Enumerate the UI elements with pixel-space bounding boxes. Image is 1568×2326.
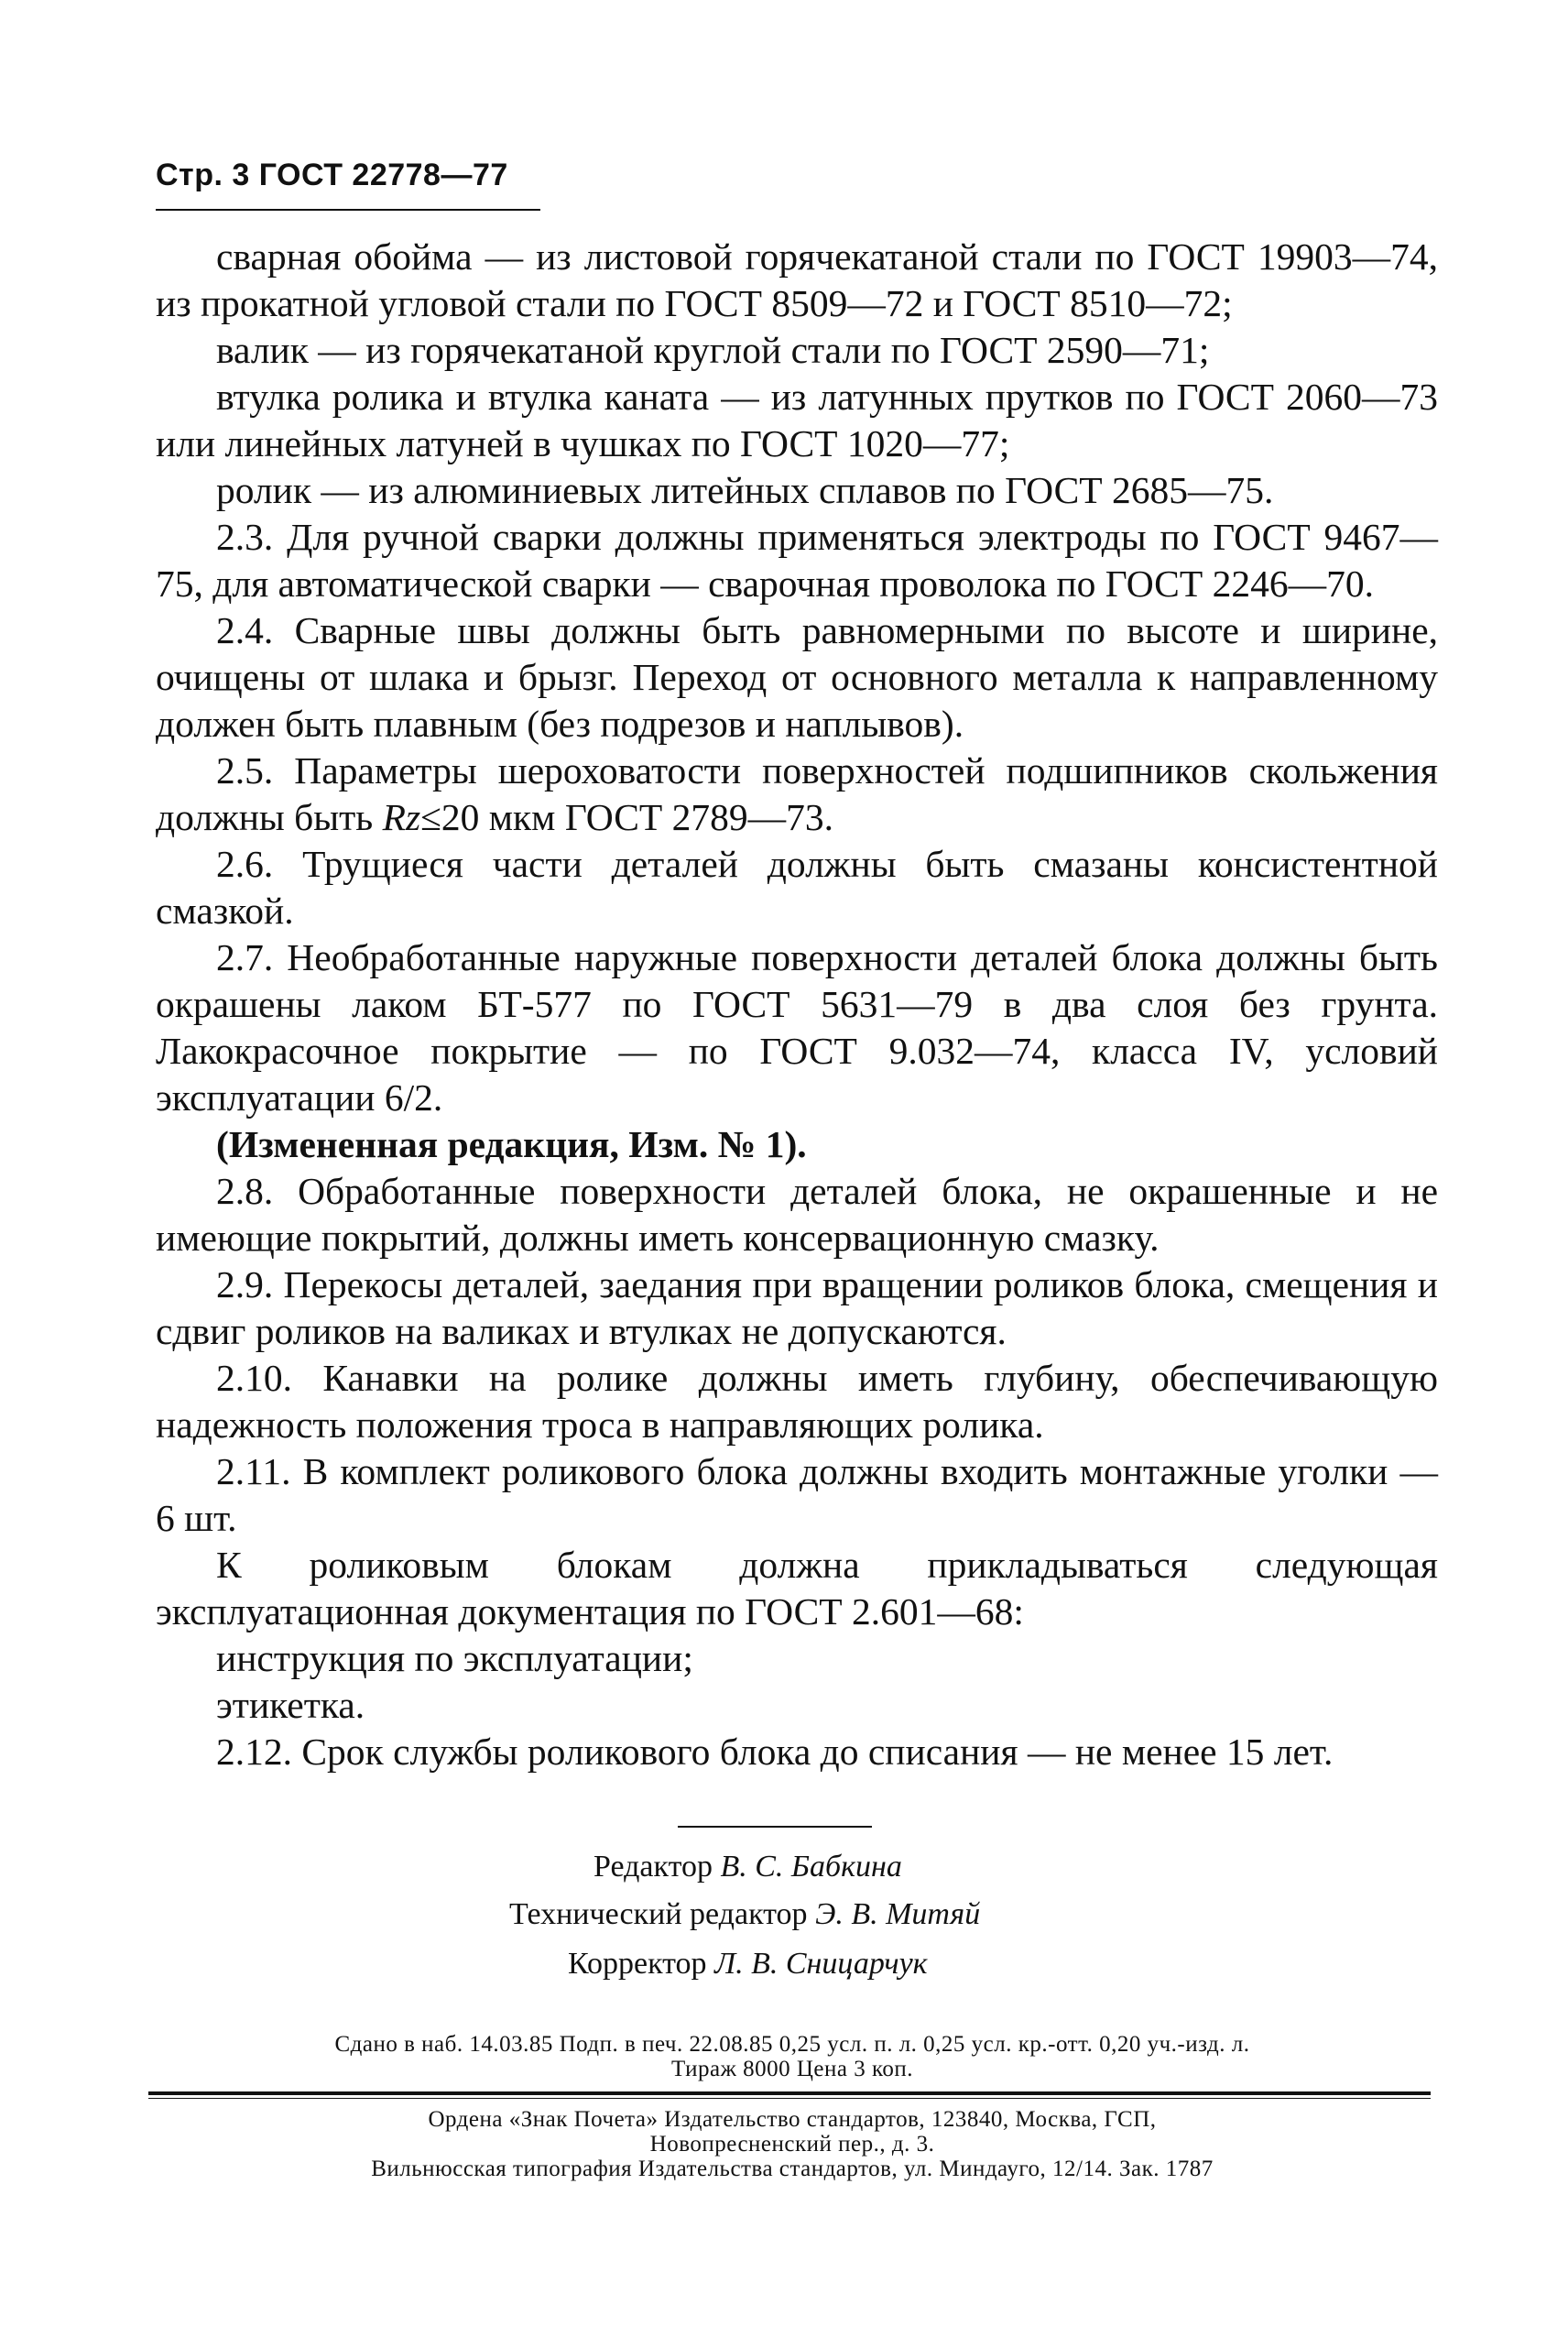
signature-editor: [593, 1849, 902, 1885]
paragraph-2-4: 2.4. Сварные швы должны быть равномерными по высоте и ширине, очищены от шлака и брызг. Переход от основного металла к направленному должен быть плавным (без подрезов и наплывов).: [156, 609, 1438, 745]
imprint-line: Тираж 8000 Цена 3 коп.: [670, 2057, 914, 2081]
signature-name: В. С. Бабкина: [720, 1850, 902, 1884]
signature-rule: [678, 1826, 872, 1828]
signature-role: Редактор: [593, 1850, 713, 1884]
signature-tech-editor: [509, 1896, 980, 1933]
paragraph-2-9: 2.9. Перекосы деталей, заедания при вращении роликов блока, смещения и сдвиг роликов на валиках и втулках не допускаются.: [156, 1263, 1438, 1352]
paragraph-2-3: 2.3. Для ручной сварки должны применяться электроды по ГОСТ 9467—75, для автоматической сварки — сварочная проволока по ГОСТ 2246—70.: [156, 516, 1438, 605]
paragraph: сварная обойма — из листовой горячекатаной стали по ГОСТ 19903—74, из прокатной угловой стали по ГОСТ 8509—72 и ГОСТ 8510—72;: [156, 235, 1438, 324]
imprint-line: Ордена «Знак Почета» Издательство стандартов, 123840, Москва, ГСП,: [428, 2107, 1157, 2132]
imprint-line: Сдано в наб. 14.03.85 Подп. в печ. 22.08.85 0,25 усл. п. л. 0,25 усл. кр.-отт. 0,20 уч.-изд. л.: [334, 2032, 1250, 2057]
imprint-rule: [148, 2098, 1431, 2099]
signature-role: Корректор: [568, 1947, 707, 1981]
paragraph-2-11: 2.11. В комплект роликового блока должны входить монтажные уголки — 6 шт.: [156, 1450, 1438, 1539]
roughness-text: 2.5. Параметры шероховатости поверхностей подшипников скольжения должны быть: [156, 749, 1438, 838]
page-header: Стр. 3 ГОСТ 22778—77: [156, 158, 508, 192]
paragraph: втулка ролика и втулка каната — из латунных прутков по ГОСТ 2060—73 или линейных латуней в чушках по ГОСТ 1020—77;: [156, 376, 1438, 464]
header-rule: [156, 209, 540, 211]
paragraph-2-10: 2.10. Канавки на ролике должны иметь глубину, обеспечивающую надежность положения троса в направляющих ролика.: [156, 1357, 1438, 1446]
signature-corrector: [568, 1946, 928, 1982]
amendment-note: (Измененная редакция, Изм. № 1).: [216, 1123, 807, 1165]
imprint-rule: [148, 2091, 1431, 2095]
imprint-line: Новопресненский пер., д. 3.: [649, 2132, 935, 2157]
paragraph: ролик — из алюминиевых литейных сплавов по ГОСТ 2685—75.: [216, 469, 1274, 511]
signature-role: Технический редактор: [509, 1897, 808, 1931]
paragraph: К роликовым блокам должна прикладываться следующая эксплуатационная документация по ГОСТ 2.601—68:: [156, 1544, 1438, 1633]
paragraph-2-6: 2.6. Трущиеся части деталей должны быть смазаны консистентной смазкой.: [156, 843, 1438, 932]
paragraph: валик — из горячекатаной круглой стали по ГОСТ 2590—71;: [216, 329, 1210, 371]
paragraph-2-12: 2.12. Срок службы роликового блока до списания — не менее 15 лет.: [216, 1731, 1334, 1773]
list-item: инструкция по эксплуатации;: [216, 1637, 693, 1679]
paragraph-2-5: [156, 748, 1438, 841]
paragraph-2-7: 2.7. Необработанные наружные поверхности деталей блока должны быть окрашены лаком БТ-577 по ГОСТ 5631—79 в два слоя без грунта. Лакокрасочное покрытие — по ГОСТ 9.032—74, класса IV, условий эксплуатации 6/2.: [156, 936, 1438, 1119]
paragraph-2-8: 2.8. Обработанные поверхности деталей блока, не окрашенные и не имеющие покрытий, должны иметь консервационную смазку.: [156, 1170, 1438, 1259]
document-body: [156, 234, 1438, 1775]
roughness-relation: ≤20 мкм ГОСТ 2789—73.: [420, 796, 834, 838]
roughness-symbol: Rz: [382, 796, 421, 838]
signature-name: Э. В. Митяй: [815, 1897, 981, 1931]
list-item: этикетка.: [216, 1684, 365, 1726]
imprint-line: Вильнюсская типография Издательства стандартов, ул. Миндауго, 12/14. Зак. 1787: [371, 2157, 1214, 2181]
signature-name: Л. В. Сницарчук: [714, 1947, 928, 1981]
